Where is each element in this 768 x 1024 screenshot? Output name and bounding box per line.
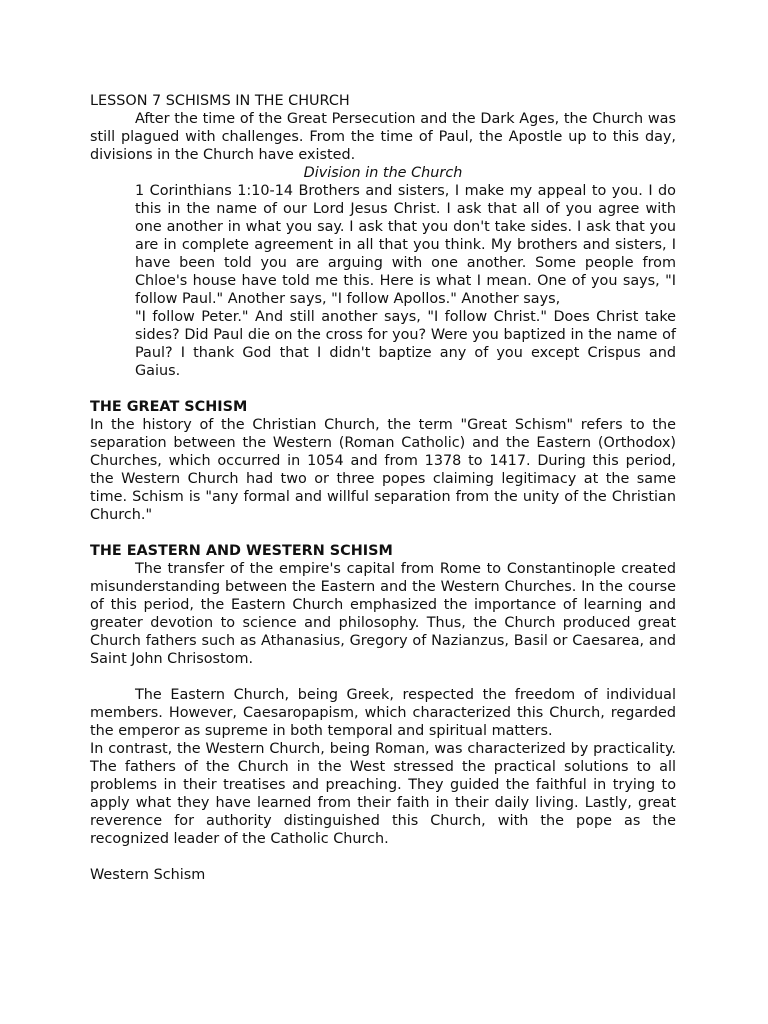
scripture-quote-part1: 1 Corinthians 1:10-14 Brothers and sisters, I make my appeal to you. I do this in the name of our Lord Jesus Christ. I ask that all of you agree with one another in what you say. I ask that you don't take sides. I ask that you are in complete agreement in all that you think. My brothers and sisters, I have been told you are arguing with one another. Some people from Chloe's house have told me this. Here is what I mean. One of you says, "I follow Paul." Another says, "I follow Apollos." Another says, <box>135 183 676 307</box>
intro-paragraph: After the time of the Great Persecution and the Dark Ages, the Church was still plagued with challenges. From the time of Paul, the Apostle up to this day, divisions in the Church have existed. <box>90 111 676 163</box>
lesson-title: LESSON 7 SCHISMS IN THE CHURCH <box>90 93 350 109</box>
great-schism-paragraph: In the history of the Christian Church, the term "Great Schism" refers to the separation between the Western (Roman Catholic) and the Eastern (Orthodox) Churches, which occurred in 1054 and from 1378 to 1417. During this period, the Western Church had two or three popes claiming legitimacy at the same time. Schism is "any formal and willful separation from the unity of the Christian Church." <box>90 417 676 523</box>
western-schism-heading: Western Schism <box>90 867 206 883</box>
east-west-paragraph-2: The Eastern Church, being Greek, respected the freedom of individual members. However, Caesaropapism, which characterized this Church, regarded the emperor as supreme in both temporal and spiritual matters. <box>90 687 676 739</box>
division-heading: Division in the Church <box>303 165 463 181</box>
document-page <box>90 92 676 884</box>
east-west-paragraph-1: The transfer of the empire's capital from Rome to Constantinople created misunderstanding between the Eastern and the Western Churches. In the course of this period, the Eastern Church emphasized the importance of learning and greater devotion to science and philosophy. Thus, the Church produced great Church fathers such as Athanasius, Gregory of Nazianzus, Basil or Caesarea, and Saint John Chrisostom. <box>90 561 676 667</box>
east-west-schism-heading: THE EASTERN AND WESTERN SCHISM <box>90 543 393 559</box>
east-west-paragraph-3: In contrast, the Western Church, being Roman, was characterized by practicality. The fathers of the Church in the West stressed the practical solutions to all problems in their treatises and preaching. They guided the faithful in trying to apply what they have learned from their faith in their daily living. Lastly, great reverence for authority distinguished this Church, with the pope as the recognized leader of the Catholic Church. <box>90 741 676 847</box>
great-schism-heading: THE GREAT SCHISM <box>90 399 248 415</box>
scripture-quote-part2: "I follow Peter." And still another says, "I follow Christ." Does Christ take sides? Did Paul die on the cross for you? Were you baptized in the name of Paul? I thank God that I didn't baptize any of you except Crispus and Gaius. <box>135 309 676 379</box>
